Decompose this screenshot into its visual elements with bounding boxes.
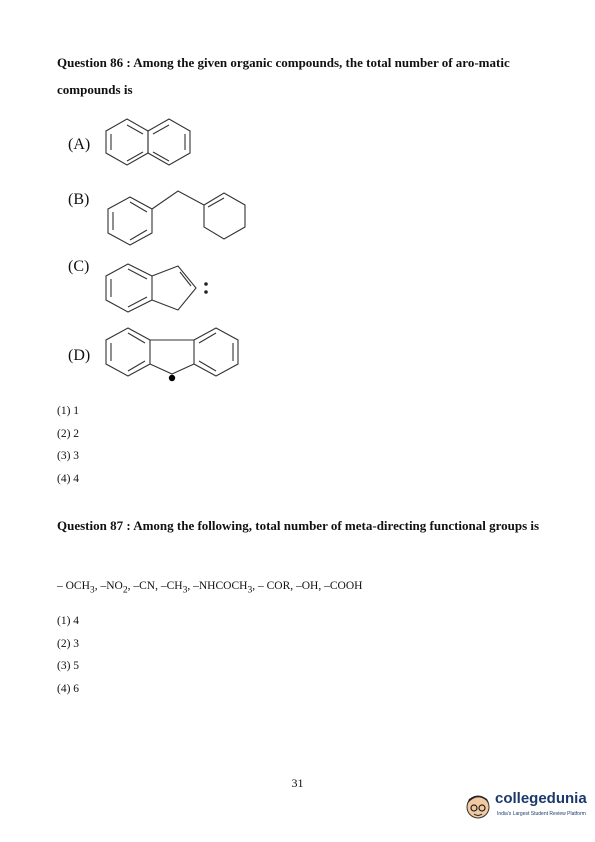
structure-c-compound	[104, 256, 224, 312]
structure-label-d: (D)	[68, 347, 91, 364]
brand-name: collegedunia	[495, 790, 587, 807]
structure-d-compound	[104, 322, 244, 384]
structure-label-b: (B)	[68, 191, 90, 208]
question-87-text: Question 87 : Among the following, total number of meta-directing functional groups is	[57, 518, 540, 533]
question-87-options	[57, 610, 79, 700]
option-4[interactable]: (4) 4	[57, 472, 80, 485]
option-3[interactable]: (3) 3	[57, 450, 80, 462]
option-1[interactable]: (1) 1	[57, 405, 80, 417]
page-number: 31	[291, 776, 304, 790]
option-2[interactable]: (2) 3	[57, 637, 80, 650]
structure-label-c: (C)	[68, 258, 90, 275]
structure-label-a: (A)	[68, 136, 91, 153]
question-86-options	[57, 400, 79, 490]
mascot-icon	[463, 791, 495, 825]
question-86-text: Question 86 : Among the given organic compounds, the total number of aro-matic compounds is	[57, 55, 510, 97]
option-3[interactable]: (3) 5	[57, 660, 80, 672]
structure-a-naphthalene	[104, 117, 214, 167]
option-2[interactable]: (2) 2	[57, 427, 80, 440]
option-4[interactable]: (4) 6	[57, 682, 80, 695]
collegedunia-logo	[463, 789, 588, 825]
brand-tagline: India's Largest Student Review Platform	[497, 811, 586, 817]
functional-groups-list: – $OCH_3$, $-NO_2$, –CN, $-CH_3$, $-NHCOCH_3$, – COR, –OH, –COOH	[57, 580, 363, 596]
option-1[interactable]: (1) 4	[57, 615, 80, 627]
structure-b-compound	[104, 185, 254, 245]
